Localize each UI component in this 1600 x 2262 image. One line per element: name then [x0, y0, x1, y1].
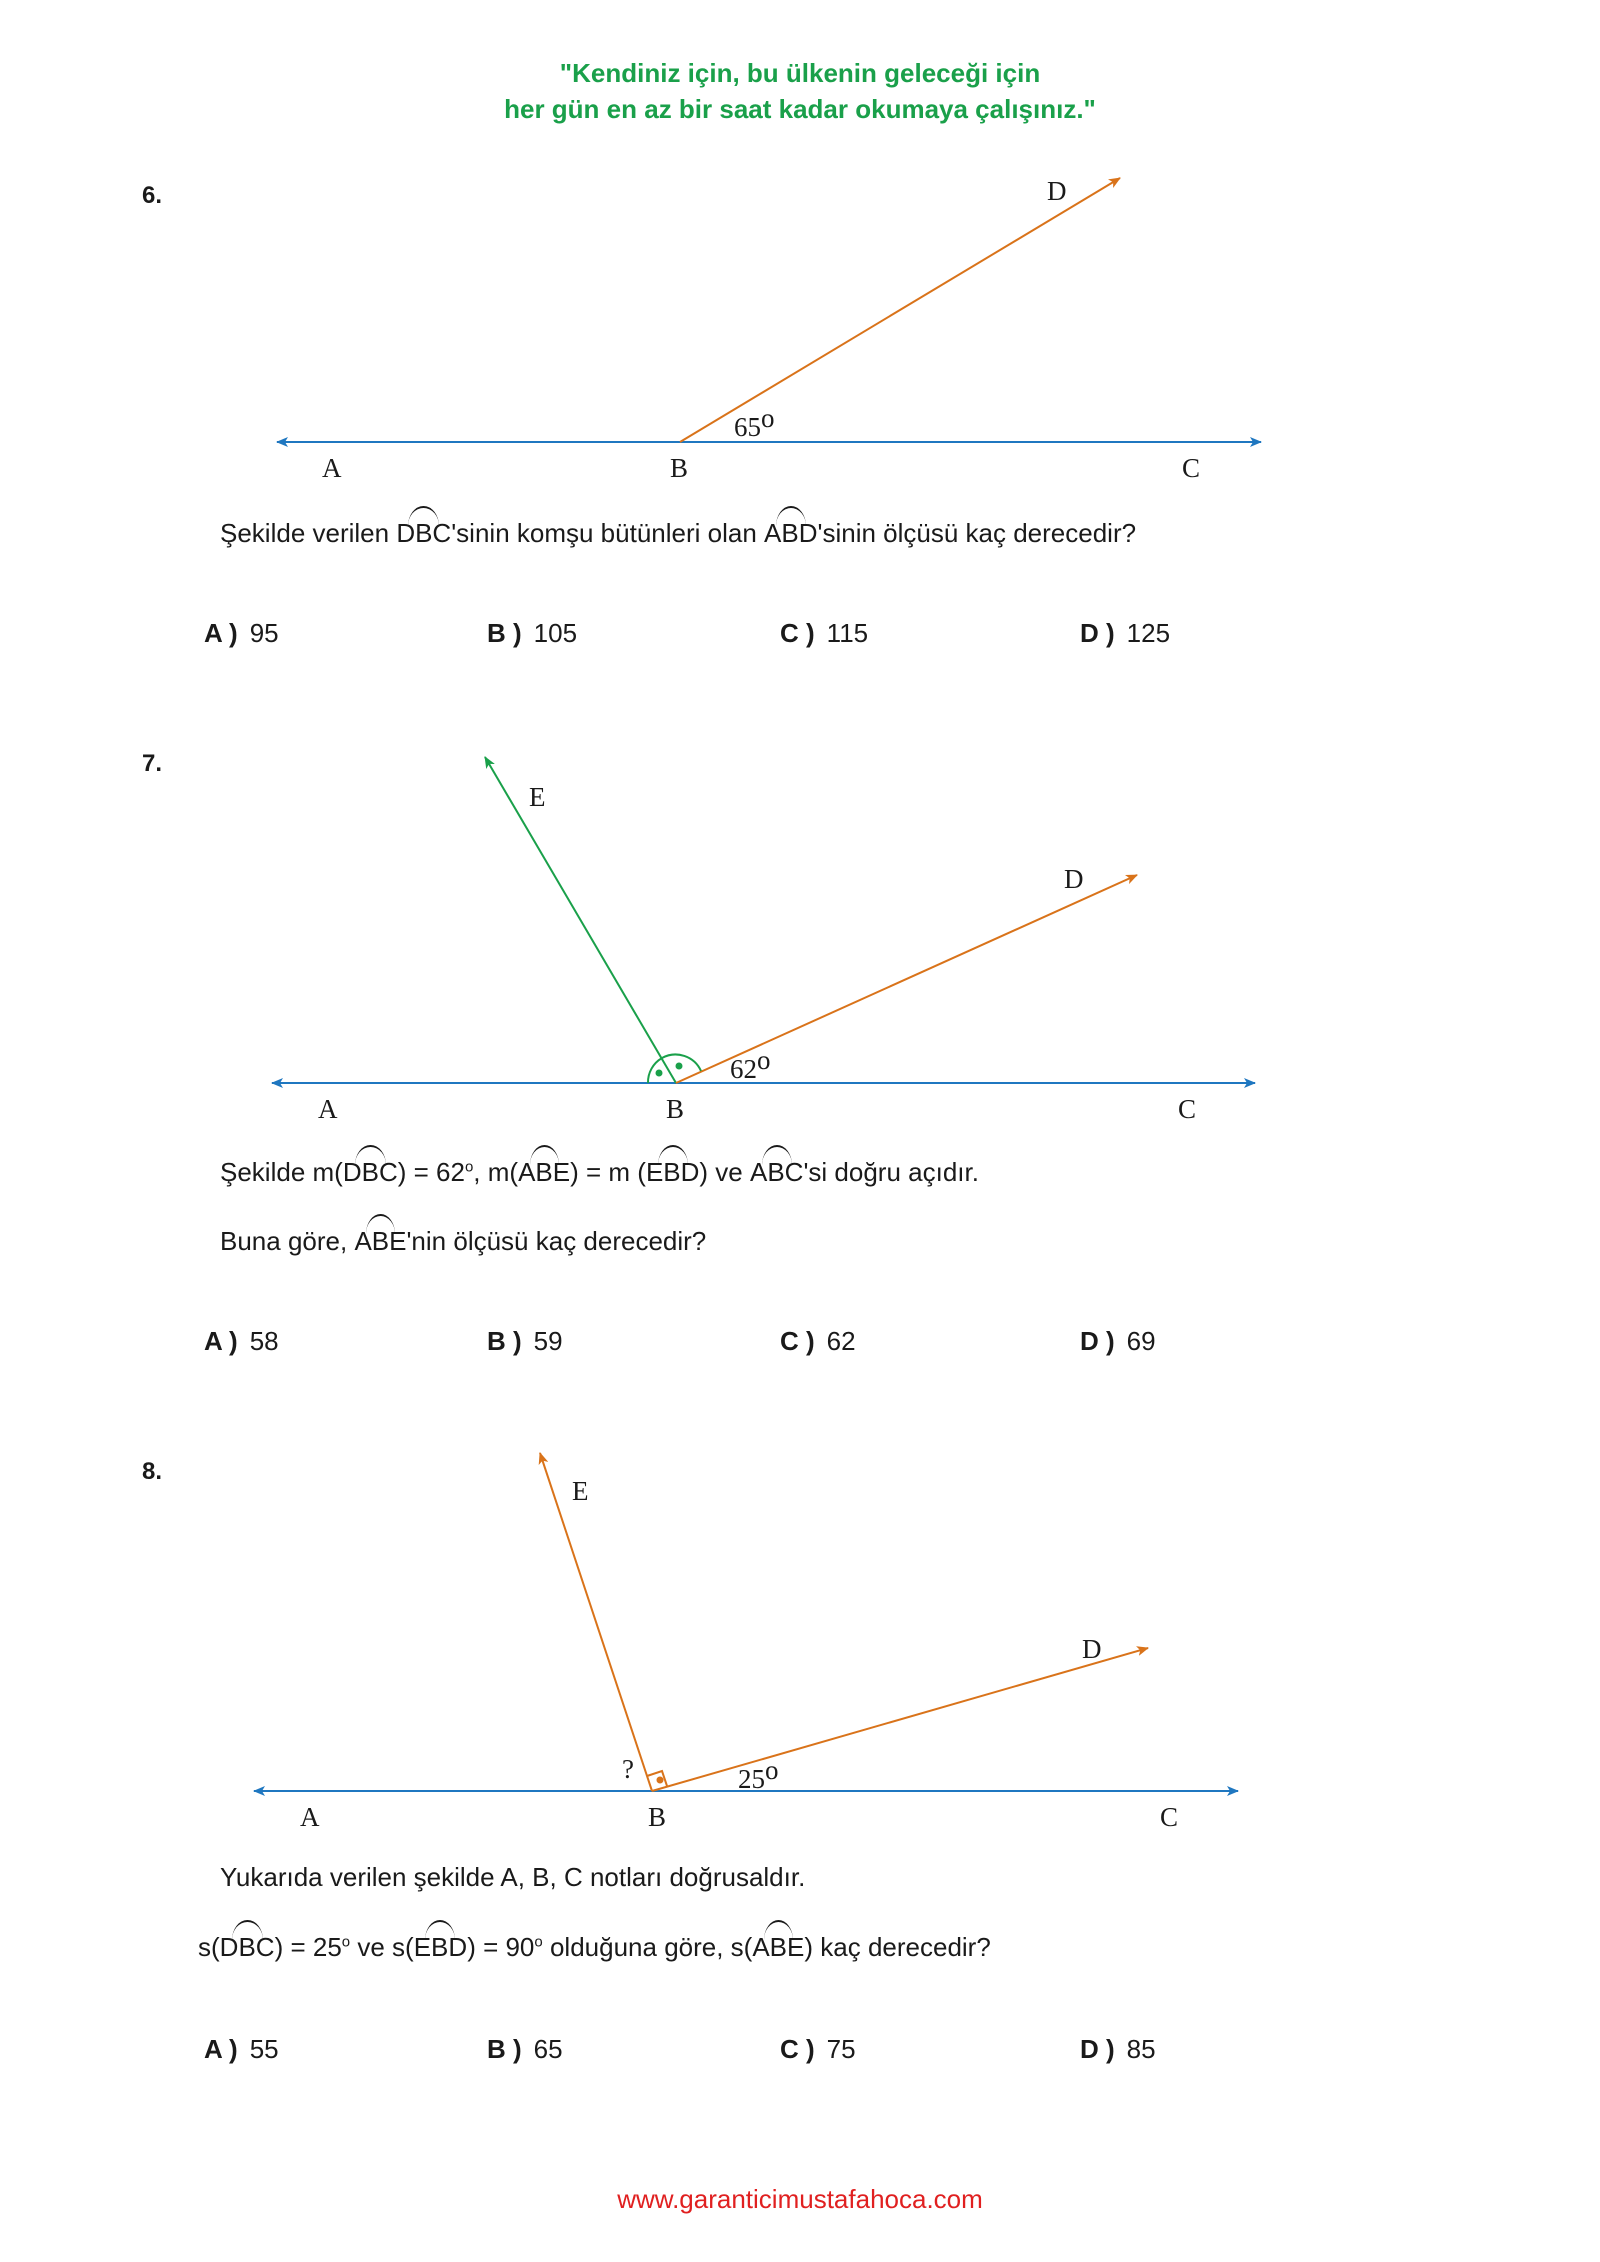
ray-bd: [652, 1648, 1148, 1791]
question-6-figure: [0, 150, 1600, 490]
angle-ebd: EBD: [645, 1157, 700, 1187]
angle-label-25: 25o: [738, 1755, 779, 1794]
q8-option-d[interactable]: D ) 85: [1080, 2034, 1156, 2064]
header-quote-line-2: her gün en az bir saat kadar okumaya çalışınız.": [504, 94, 1096, 124]
q7-option-b[interactable]: B ) 59: [487, 1326, 563, 1356]
question-7-text-line-1: Şekilde $m(DBC) = 62^o$, m(ABE) = m (EBD) ve ABC'si doğru açıdır.: [220, 1157, 979, 1187]
label-e: E: [572, 1476, 589, 1506]
ray-be: [485, 757, 676, 1083]
question-6-text: Şekilde verilen DBC'sinin komşu bütünleri olan ABD'sinin ölçüsü kaç derecedir?: [220, 518, 1137, 548]
q6-option-a[interactable]: A ) 95: [204, 618, 279, 648]
label-a: A: [322, 453, 342, 483]
q7-option-c[interactable]: C ) 62: [780, 1326, 856, 1356]
angle-mark-dot: [656, 1070, 663, 1077]
label-b: B: [666, 1094, 685, 1124]
angle-abc: ABC: [749, 1157, 804, 1187]
question-7-text-line-2: Buna göre, ABE'nin ölçüsü kaç derecedir?: [220, 1226, 707, 1256]
angle-label-62: 62o: [730, 1045, 771, 1084]
angle-abd: ABD: [764, 518, 818, 548]
q8-option-c[interactable]: C ) 75: [780, 2034, 856, 2064]
unknown-angle-label: ?: [622, 1754, 634, 1784]
question-8-text-line-1: Yukarıda verilen şekilde A, B, C notları doğrusaldır.: [220, 1862, 806, 1892]
footer-website-link[interactable]: www.garanticimustafahoca.com: [617, 2184, 983, 2214]
angle-dbc: DBC: [396, 518, 452, 548]
label-a: A: [318, 1094, 338, 1124]
q6-option-c[interactable]: C ) 115: [780, 618, 869, 648]
angle-abe: ABE: [752, 1932, 805, 1962]
label-d: D: [1082, 1634, 1102, 1664]
question-8-text-line-2: $s(DBC) = 25^o$ ve $s(EBD) = 90^o$ olduğuna göre, s(ABE) kaç derecedir?: [198, 1932, 991, 1962]
ray-be: [540, 1453, 652, 1791]
label-c: C: [1178, 1094, 1197, 1124]
label-a: A: [300, 1802, 320, 1832]
angle-mark-dot: [676, 1063, 683, 1070]
angle-dbc: DBC: [342, 1157, 398, 1187]
q8-option-a[interactable]: A ) 55: [204, 2034, 279, 2064]
label-c: C: [1182, 453, 1201, 483]
question-8-number: 8.: [142, 1458, 163, 1485]
q6-option-d[interactable]: D ) 125: [1080, 618, 1171, 648]
question-6-number: 6.: [142, 182, 163, 209]
question-7-figure: [0, 740, 1600, 1130]
q8-option-b[interactable]: B ) 65: [487, 2034, 563, 2064]
header-quote-line-1: "Kendiniz için, bu ülkenin geleceği için: [559, 58, 1041, 88]
q7-option-d[interactable]: D ) 69: [1080, 1326, 1156, 1356]
label-e: E: [529, 782, 546, 812]
ray-bd: [680, 178, 1120, 442]
angle-abe: ABE: [354, 1226, 407, 1256]
label-d: D: [1064, 864, 1084, 894]
angle-dbc: DBC: [219, 1932, 275, 1962]
label-b: B: [670, 453, 689, 483]
label-c: C: [1160, 1802, 1179, 1832]
angle-label-65: 65o: [734, 403, 775, 442]
label-d: D: [1047, 176, 1067, 206]
ray-bd: [676, 875, 1137, 1083]
right-angle-dot: [657, 1777, 664, 1784]
question-7-number: 7.: [142, 750, 163, 777]
label-b: B: [648, 1802, 667, 1832]
angle-abe: ABE: [518, 1157, 571, 1187]
question-8-figure: [0, 1440, 1600, 1840]
angle-ebd: EBD: [413, 1932, 468, 1962]
q6-option-b[interactable]: B ) 105: [487, 618, 578, 648]
q7-option-a[interactable]: A ) 58: [204, 1326, 279, 1356]
